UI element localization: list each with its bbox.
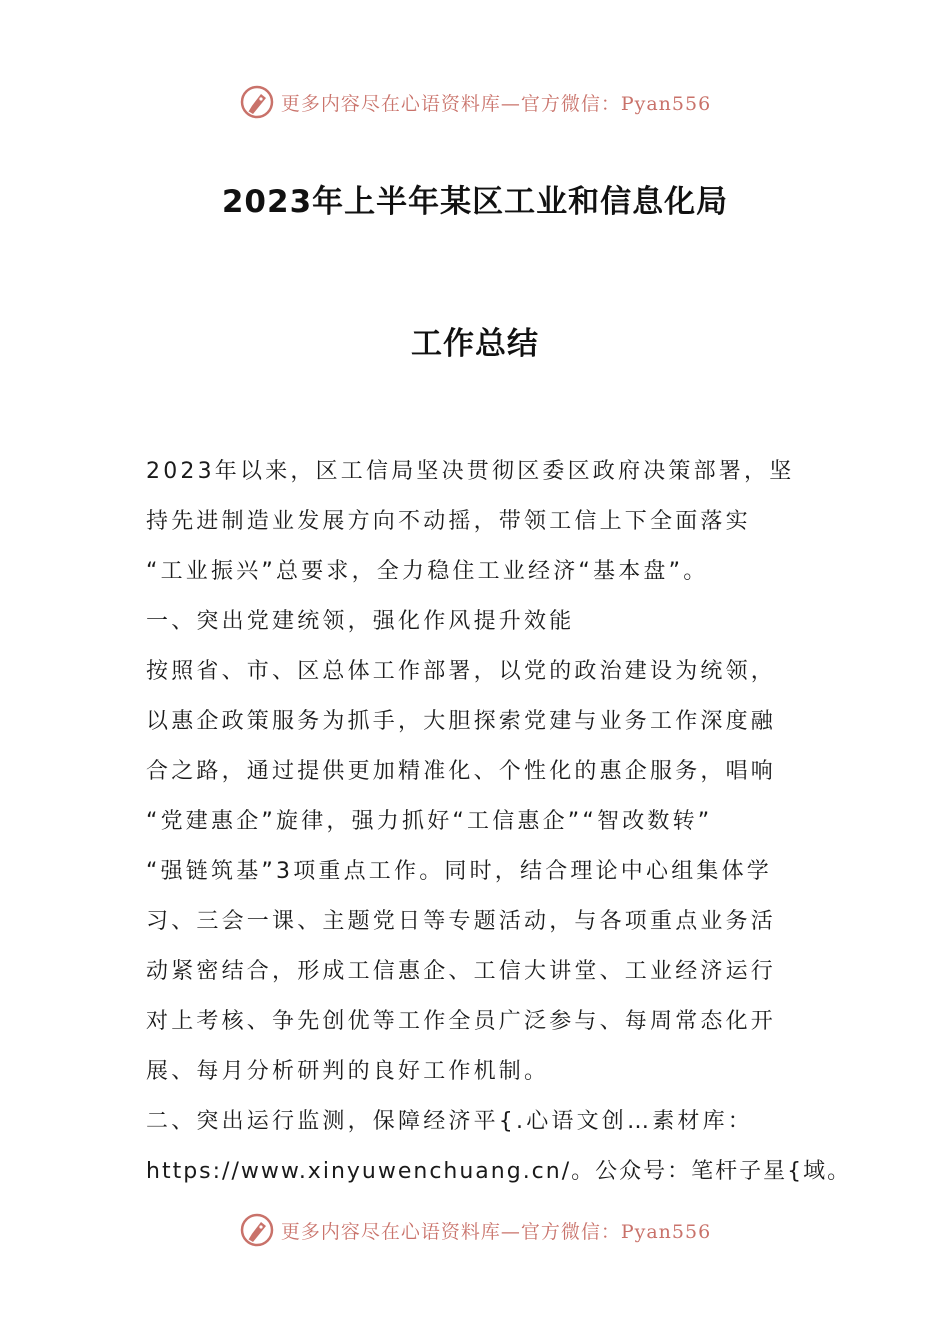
document-body [146, 447, 852, 1197]
banner-text: 更多内容尽在心语资料库—官方微信：Pyan556 [280, 1220, 712, 1243]
body-line: 合之路，通过提供更加精准化、个性化的惠企服务，唱响 [146, 759, 777, 784]
body-line: 以惠企政策服务为抓手，大胆探索党建与业务工作深度融 [146, 709, 777, 734]
body-line: 按照省、市、区总体工作部署，以党的政治建设为统领， [146, 659, 777, 684]
body-line: “强链筑基”3项重点工作。同时，结合理论中心组集体学 [146, 859, 772, 884]
section-heading-1: 一、突出党建统领，强化作风提升效能 [146, 609, 575, 634]
banner-text: 更多内容尽在心语资料库—官方微信：Pyan556 [280, 92, 712, 115]
pen-nib-icon [239, 84, 275, 120]
document-subtitle: 工作总结 [411, 326, 539, 362]
body-line-url: https://www.xinyuwenchuang.cn/。公众号：笔杆子星{域。 [146, 1159, 852, 1184]
body-line: “工业振兴”总要求，全力稳住工业经济“基本盘”。 [146, 559, 709, 584]
footer-banner [0, 1210, 950, 1250]
body-line: 2023年以来，区工信局坚决贯彻区委区政府决策部署，坚 [146, 459, 795, 484]
body-line: 持先进制造业发展方向不动摇，带领工信上下全面落实 [146, 509, 751, 534]
header-banner [0, 82, 950, 122]
body-line: 展、每月分析研判的良好工作机制。 [146, 1059, 550, 1084]
document-title: 2023年上半年某区工业和信息化局 [221, 184, 729, 220]
body-line: 习、三会一课、主题党日等专题活动，与各项重点业务活 [146, 909, 777, 934]
section-heading-2: 二、突出运行监测，保障经济平{.心语文创…素材库： [146, 1109, 753, 1134]
body-line: 对上考核、争先创优等工作全员广泛参与、每周常态化开 [146, 1009, 777, 1034]
pen-nib-icon [239, 1212, 275, 1248]
body-line: “党建惠企”旋律，强力抓好“工信惠企”“智改数转” [146, 809, 713, 834]
body-line: 动紧密结合，形成工信惠企、工信大讲堂、工业经济运行 [146, 959, 777, 984]
